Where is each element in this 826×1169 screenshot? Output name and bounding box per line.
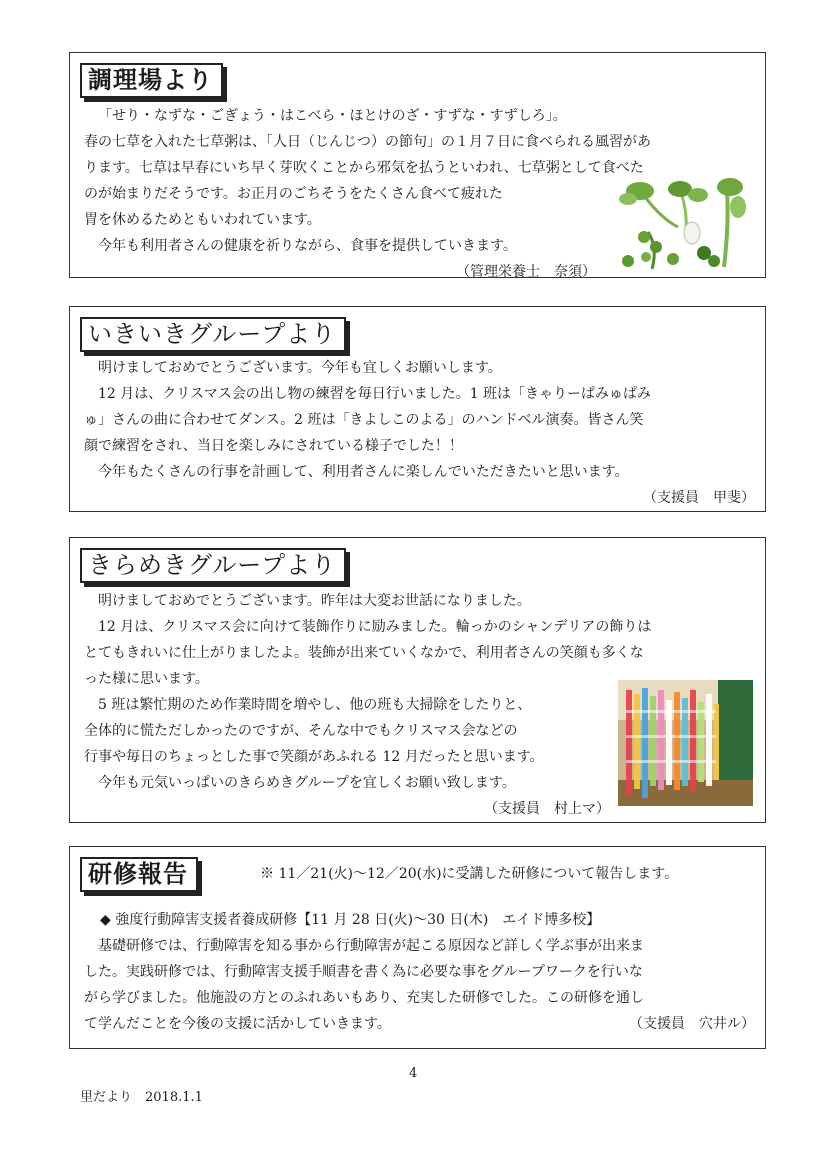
kirameki-line: 12 月は、クリスマス会に向けて装飾作りに励みました。輪っかのシャンデリアの飾りは bbox=[98, 619, 652, 635]
paper-ring-chandelier-photo bbox=[618, 680, 753, 806]
ikiiki-line: ゅ」さんの曲に合わせてダンス。2 班は「きよしこのよる」のハンドベル演奏。皆さん笑 bbox=[84, 412, 644, 428]
training-body bbox=[84, 907, 755, 1037]
training-line: した。実践研修では、行動障害支援手順書を書く為に必要な事をグループワークを行いな bbox=[84, 964, 643, 980]
kirameki-line: 行事や毎日のちょっとした事で笑顔があふれる 12 月だったと思います。 bbox=[84, 749, 544, 765]
kitchen-line: 胃を休めるためともいわれています。 bbox=[84, 212, 321, 228]
kirameki-line: とてもきれいに仕上がりましたよ。装飾が出来ていくなかで、利用者さんの笑顔も多くな bbox=[84, 645, 644, 661]
nanakusa-herbs-illustration bbox=[618, 177, 758, 273]
kirameki-line: 5 班は繁忙期のため作業時間を増やし、他の班も大掃除をしたりと、 bbox=[98, 697, 532, 713]
ikiiki-signature: （支援員 甲斐） bbox=[643, 490, 755, 506]
kitchen-line: ります。七草は早春にいち早く芽吹くことから邪気を払うといわれ、七草粥として食べた bbox=[84, 160, 644, 176]
training-line: がら学びました。他施設の方とのふれあいもあり、充実した研修でした。この研修を通し bbox=[84, 990, 644, 1006]
kitchen-line: 春の七草を入れた七草粥は、「人日（じんじつ）の節句」の１月７日に食べられる風習があ bbox=[84, 134, 651, 150]
kitchen-line: 「せり・なずな・ごぎょう・はこべら・ほとけのざ・すずな・すずしろ」。 bbox=[98, 108, 567, 124]
training-section bbox=[69, 846, 766, 1049]
kirameki-title: きらめきグループより bbox=[80, 548, 346, 583]
page-number: 4 bbox=[409, 1066, 418, 1081]
ikiiki-body bbox=[84, 355, 755, 511]
training-line: て学んだことを今後の支援に活かしていきます。 bbox=[84, 1016, 391, 1032]
ikiiki-line: 明けましておめでとうございます。今年も宜しくお願いします。 bbox=[98, 360, 502, 376]
ikiiki-section bbox=[69, 306, 766, 512]
training-title: 研修報告 bbox=[80, 857, 198, 892]
training-signature: （支援員 穴井ル） bbox=[629, 1016, 755, 1032]
ikiiki-title: いきいきグループより bbox=[80, 317, 346, 352]
kitchen-title: 調理場より bbox=[80, 63, 223, 98]
ikiiki-line: 今年もたくさんの行事を計画して、利用者さんに楽しんでいただきたいと思います。 bbox=[98, 464, 629, 480]
kirameki-signature: （支援員 村上マ） bbox=[484, 801, 610, 817]
kitchen-line: のが始まりだそうです。お正月のごちそうをたくさん食べて疲れた bbox=[84, 186, 503, 202]
kirameki-line: 今年も元気いっぱいのきらめきグループを宜しくお願い致します。 bbox=[98, 775, 516, 791]
newsletter-date: 里だより 2018.1.1 bbox=[80, 1090, 203, 1105]
kirameki-section bbox=[69, 537, 766, 823]
training-line: 基礎研修では、行動障害を知る事から行動障害が起こる原因など詳しく学ぶ事が出来ま bbox=[98, 938, 644, 954]
kirameki-line: った様に思います。 bbox=[84, 671, 209, 687]
kitchen-signature: （管理栄養士 奈須） bbox=[456, 264, 596, 280]
kitchen-section bbox=[69, 52, 766, 278]
training-note: ※ 11／21(火)～12／20(水)に受講した研修について報告します。 bbox=[260, 866, 679, 882]
training-heading: ◆ 強度行動障害支援者養成研修【11 月 28 日(火)～30 日(木) エイド博多校】 bbox=[100, 912, 601, 928]
kirameki-line: 全体的に慌ただしかったのですが、そんな中でもクリスマス会などの bbox=[84, 723, 518, 739]
kirameki-line: 明けましておめでとうございます。昨年は大変お世話になりました。 bbox=[98, 593, 531, 609]
kitchen-line: 今年も利用者さんの健康を祈りながら、食事を提供していきます。 bbox=[98, 238, 517, 254]
ikiiki-line: 顔で練習をされ、当日を楽しみにされている様子でした！！ bbox=[84, 438, 463, 454]
training-last-row bbox=[84, 1011, 755, 1037]
ikiiki-line: 12 月は、クリスマス会の出し物の練習を毎日行いました。1 班は「きゃりーぱみゅぱみ bbox=[98, 386, 652, 402]
